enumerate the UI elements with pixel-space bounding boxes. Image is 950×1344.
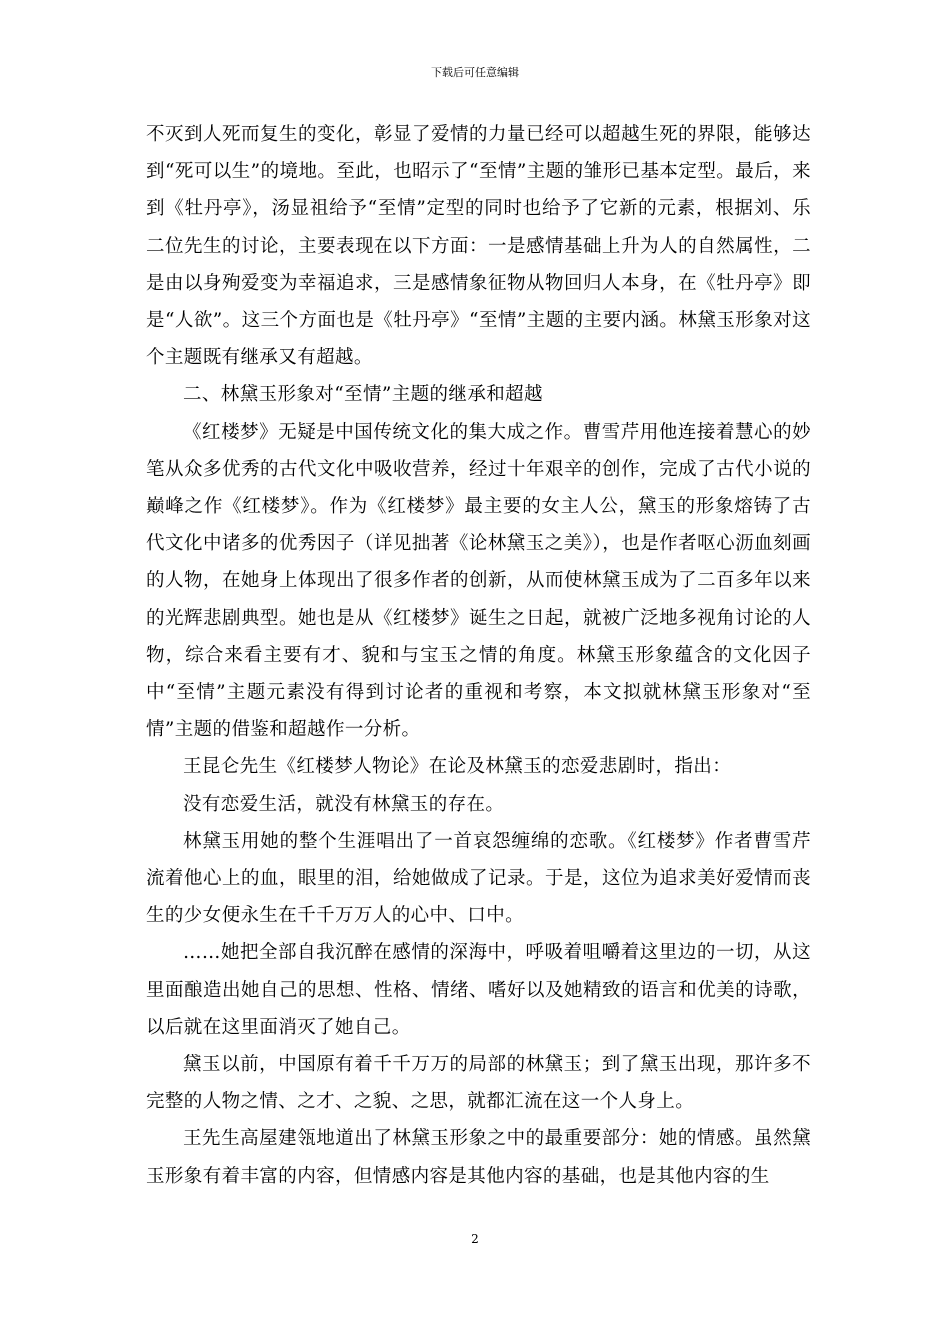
page-header: 下载后可任意编辑 — [431, 66, 519, 79]
quote-paragraph: 林黛玉用她的整个生涯唱出了一首哀怨缠绵的恋歌。《红楼梦》作者曹雪芹流着他心上的血，眼里的泪，给她做成了记录。于是，这位为追求美好爱情而丧生的少女便永生在千千万万人的心中、口中。 — [146, 830, 811, 927]
paragraph: 王先生高屋建瓴地道出了林黛玉形象之中的最重要部分：她的情感。虽然黛玉形象有着丰富的内容，但情感内容是其他内容的基础，也是其他内容的生 — [146, 1128, 811, 1187]
quote-paragraph: 黛玉以前，中国原有着千千万万的局部的林黛玉；到了黛玉出现，那许多不完整的人物之情、之才、之貌、之思，就都汇流在这一个人身上。 — [146, 1054, 811, 1113]
quote-paragraph: ……她把全部自我沉醉在感情的深海中，呼吸着咀嚼着这里边的一切，从这里面酿造出她自己的思想、性格、情绪、嗜好以及她精致的语言和优美的诗歌，以后就在这里面消灭了她自己。 — [146, 942, 811, 1038]
quote-paragraph: 没有恋爱生活，就没有林黛玉的存在。 — [183, 793, 505, 815]
paragraph: 不灭到人死而复生的变化，彰显了爱情的力量已经可以超越生死的界限，能够达到“死可以生”的境地。至此，也昭示了“至情”主题的雏形已基本定型。最后，来到《牡丹亭》，汤显祖给予“至情”定型的同时也给予了它新的元素，根据刘、乐二位先生的讨论，主要表现在以下方面：一是感情基础上升为人的自然属性，二是由以身殉爱变为幸福追求，三是感情象征物从物回归人本身，在《牡丹亭》即是“人欲”。这三个方面也是《牡丹亭》“至情”主题的主要内涵。林黛玉形象对这个主题既有继承又有超越。 — [146, 124, 811, 369]
paragraph: 王昆仑先生《红楼梦人物论》在论及林黛玉的恋爱悲剧时，指出： — [183, 756, 732, 778]
document-body — [146, 116, 811, 1195]
page-number: 2 — [471, 1232, 479, 1246]
paragraph: 《红楼梦》无疑是中国传统文化的集大成之作。曹雪芹用他连接着慧心的妙笔从众多优秀的古代文化中吸收营养，经过十年艰辛的创作，完成了古代小说的巅峰之作《红楼梦》。作为《红楼梦》最主要的女主人公，黛玉的形象熔铸了古代文化中诸多的优秀因子（详见拙著《论林黛玉之美》），也是作者呕心沥血刻画的人物，在她身上体现出了很多作者的创新，从而使林黛玉成为了二百多年以来的光辉悲剧典型。她也是从《红楼梦》诞生之日起，就被广泛地多视角讨论的人物，综合来看主要有才、貌和与宝玉之情的角度。林黛玉形象蕴含的文化因子中“至情”主题元素没有得到讨论者的重视和考察，本文拟就林黛玉形象对“至情”主题的借鉴和超越作一分析。 — [146, 421, 811, 741]
section-heading: 二、林黛玉形象对“至情”主题的继承和超越 — [183, 384, 543, 406]
